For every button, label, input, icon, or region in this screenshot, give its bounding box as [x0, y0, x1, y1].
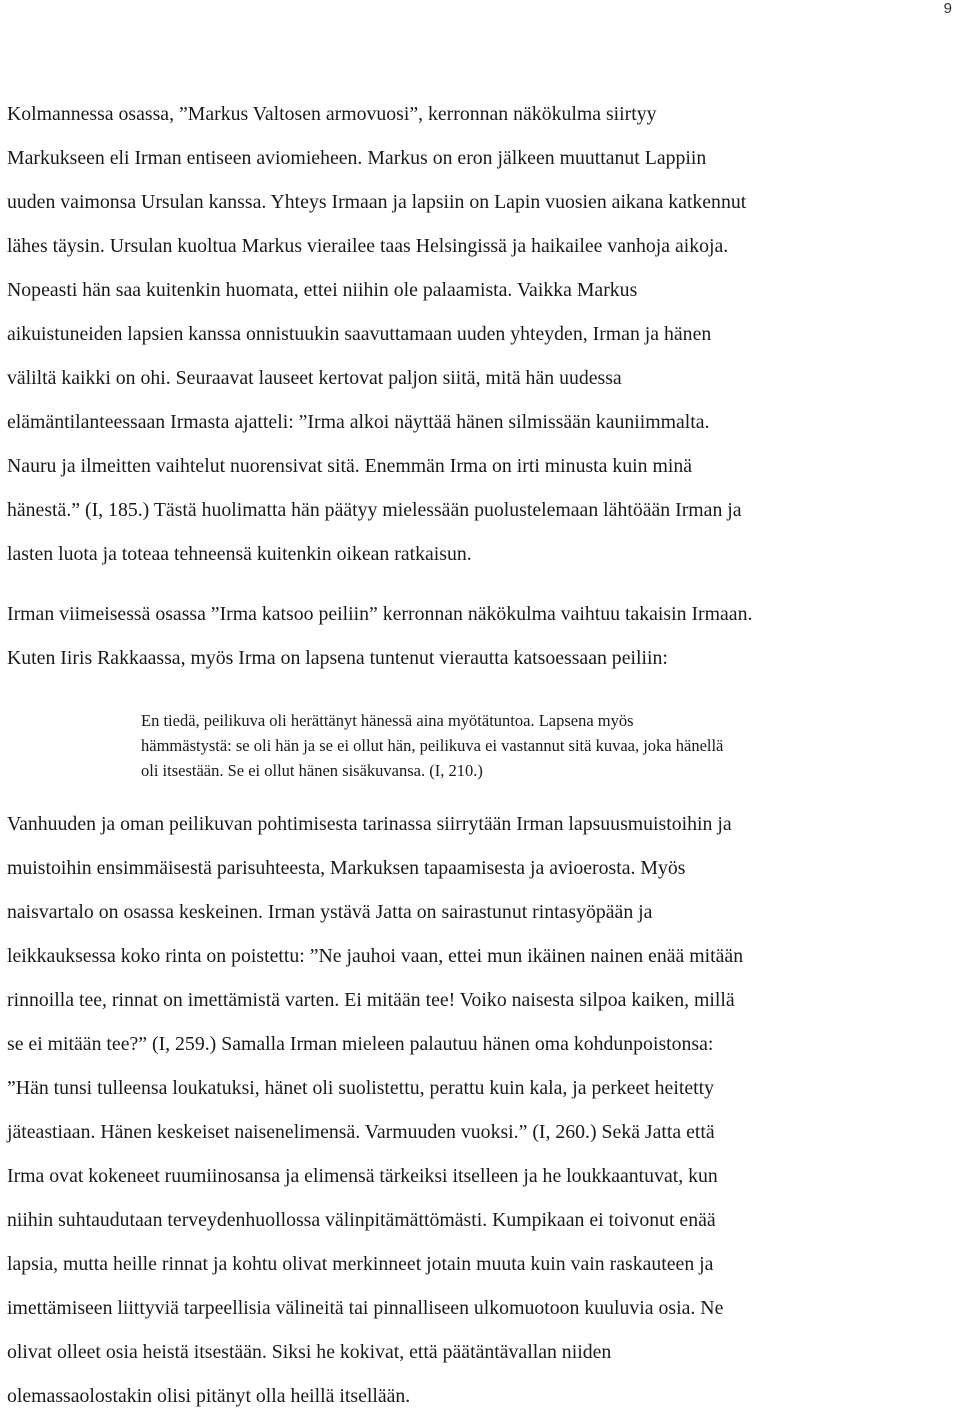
paragraph-line: elämäntilanteessaan Irmasta ajatteli: ”Irma alkoi näyttää hänen silmissään kauniimmalta. — [7, 411, 710, 433]
paragraph-line: leikkauksessa koko rinta on poistettu: ”Ne jauhoi vaan, ettei mun ikäinen nainen enää mitään — [7, 945, 744, 967]
paragraph-line: naisvartalo on osassa keskeinen. Irman ystävä Jatta on sairastunut rintasyöpään ja — [7, 901, 653, 923]
quote-line: hämmästystä: se oli hän ja se ei ollut hän, peilikuva ei vastannut sitä kuvaa, joka hänellä — [141, 736, 724, 755]
paragraph-line: olemassaolostakin olisi pitänyt olla heillä itsellään. — [7, 1385, 411, 1407]
paragraph-line: lähes täysin. Ursulan kuoltua Markus vierailee taas Helsingissä ja haikailee vanhoja aikoja. — [7, 235, 729, 257]
paragraph-line: hänestä.” (I, 185.) Tästä huolimatta hän päätyy mielessään puolustelemaan lähtöään Irman ja — [7, 499, 742, 521]
paragraph-irma-mirror-section — [7, 592, 953, 680]
paragraph-line: niihin suhtaudutaan terveydenhuollossa välinpitämättömästi. Kumpikaan ei toivonut enää — [7, 1209, 716, 1231]
quote-line: En tiedä, peilikuva oli herättänyt hänessä aina myötätuntoa. Lapsena myös — [141, 711, 634, 730]
paragraph-line: muistoihin ensimmäisestä parisuhteesta, Markuksen tapaamisesta ja avioerosta. Myös — [7, 857, 686, 879]
paragraph-line: lasten luota ja toteaa tehneensä kuitenkin oikean ratkaisun. — [7, 543, 472, 565]
paragraph-line: jäteastiaan. Hänen keskeiset naisenelimensä. Varmuuden vuoksi.” (I, 260.) Sekä Jatta että — [7, 1121, 715, 1143]
paragraph-line: imettämiseen liittyviä tarpeellisia välineitä tai pinnalliseen ulkomuotoon kuuluvia osia. Ne — [7, 1297, 724, 1319]
paragraph-line: ”Hän tunsi tulleensa loukatuksi, hänet oli suolistettu, perattu kuin kala, ja perkeet heitetty — [7, 1077, 714, 1099]
paragraph-line: Markukseen eli Irman entiseen aviomieheen. Markus on eron jälkeen muuttanut Lappiin — [7, 147, 707, 169]
quote-line: oli itsestään. Se ei ollut hänen sisäkuvansa. (I, 210.) — [141, 761, 483, 780]
paragraph-line: väliltä kaikki on ohi. Seuraavat lauseet kertovat paljon siitä, mitä hän uudessa — [7, 367, 622, 389]
paragraph-line: se ei mitään tee?” (I, 259.) Samalla Irman mieleen palautuu hänen oma kohdunpoistonsa: — [7, 1033, 714, 1055]
paragraph-line: Kuten Iiris Rakkaassa, myös Irma on lapsena tuntenut vierautta katsoessaan peiliin: — [7, 647, 668, 669]
paragraph-line: Kolmannessa osassa, ”Markus Valtosen armovuosi”, kerronnan näkökulma siirtyy — [7, 103, 657, 125]
paragraph-line: rinnoilla tee, rinnat on imettämistä varten. Ei mitään tee! Voiko naisesta silpoa kaiken, millä — [7, 989, 735, 1011]
paragraph-line: uuden vaimonsa Ursulan kanssa. Yhteys Irmaan ja lapsiin on Lapin vuosien aikana katkennut — [7, 191, 747, 213]
paragraph-line: Nopeasti hän saa kuitenkin huomata, ettei niihin ole palaamista. Vaikka Markus — [7, 279, 638, 301]
block-quote — [141, 708, 956, 783]
paragraph-markus-section — [7, 92, 953, 576]
paragraph-line: Irman viimeisessä osassa ”Irma katsoo peiliin” kerronnan näkökulma vaihtuu takaisin Irmaan. — [7, 603, 753, 625]
paragraph-old-age-section — [7, 802, 953, 1418]
paragraph-line: aikuistuneiden lapsien kanssa onnistuukin saavuttamaan uuden yhteyden, Irman ja hänen — [7, 323, 712, 345]
paragraph-line: olivat olleet osia heistä itsestään. Siksi he kokivat, että päätäntävallan niiden — [7, 1341, 612, 1363]
paragraph-line: Irma ovat kokeneet ruumiinosansa ja elimensä tärkeiksi itselleen ja he loukkaantuvat, kun — [7, 1165, 718, 1187]
paragraph-line: lapsia, mutta heille rinnat ja kohtu olivat merkinneet jotain muuta kuin vain raskauteen ja — [7, 1253, 714, 1275]
paragraph-line: Vanhuuden ja oman peilikuvan pohtimisesta tarinassa siirrytään Irman lapsuusmuistoihin ja — [7, 813, 732, 835]
paragraph-line: Nauru ja ilmeitten vaihtelut nuorensivat sitä. Enemmän Irma on irti minusta kuin minä — [7, 455, 693, 477]
page-number: 9 — [943, 0, 952, 17]
